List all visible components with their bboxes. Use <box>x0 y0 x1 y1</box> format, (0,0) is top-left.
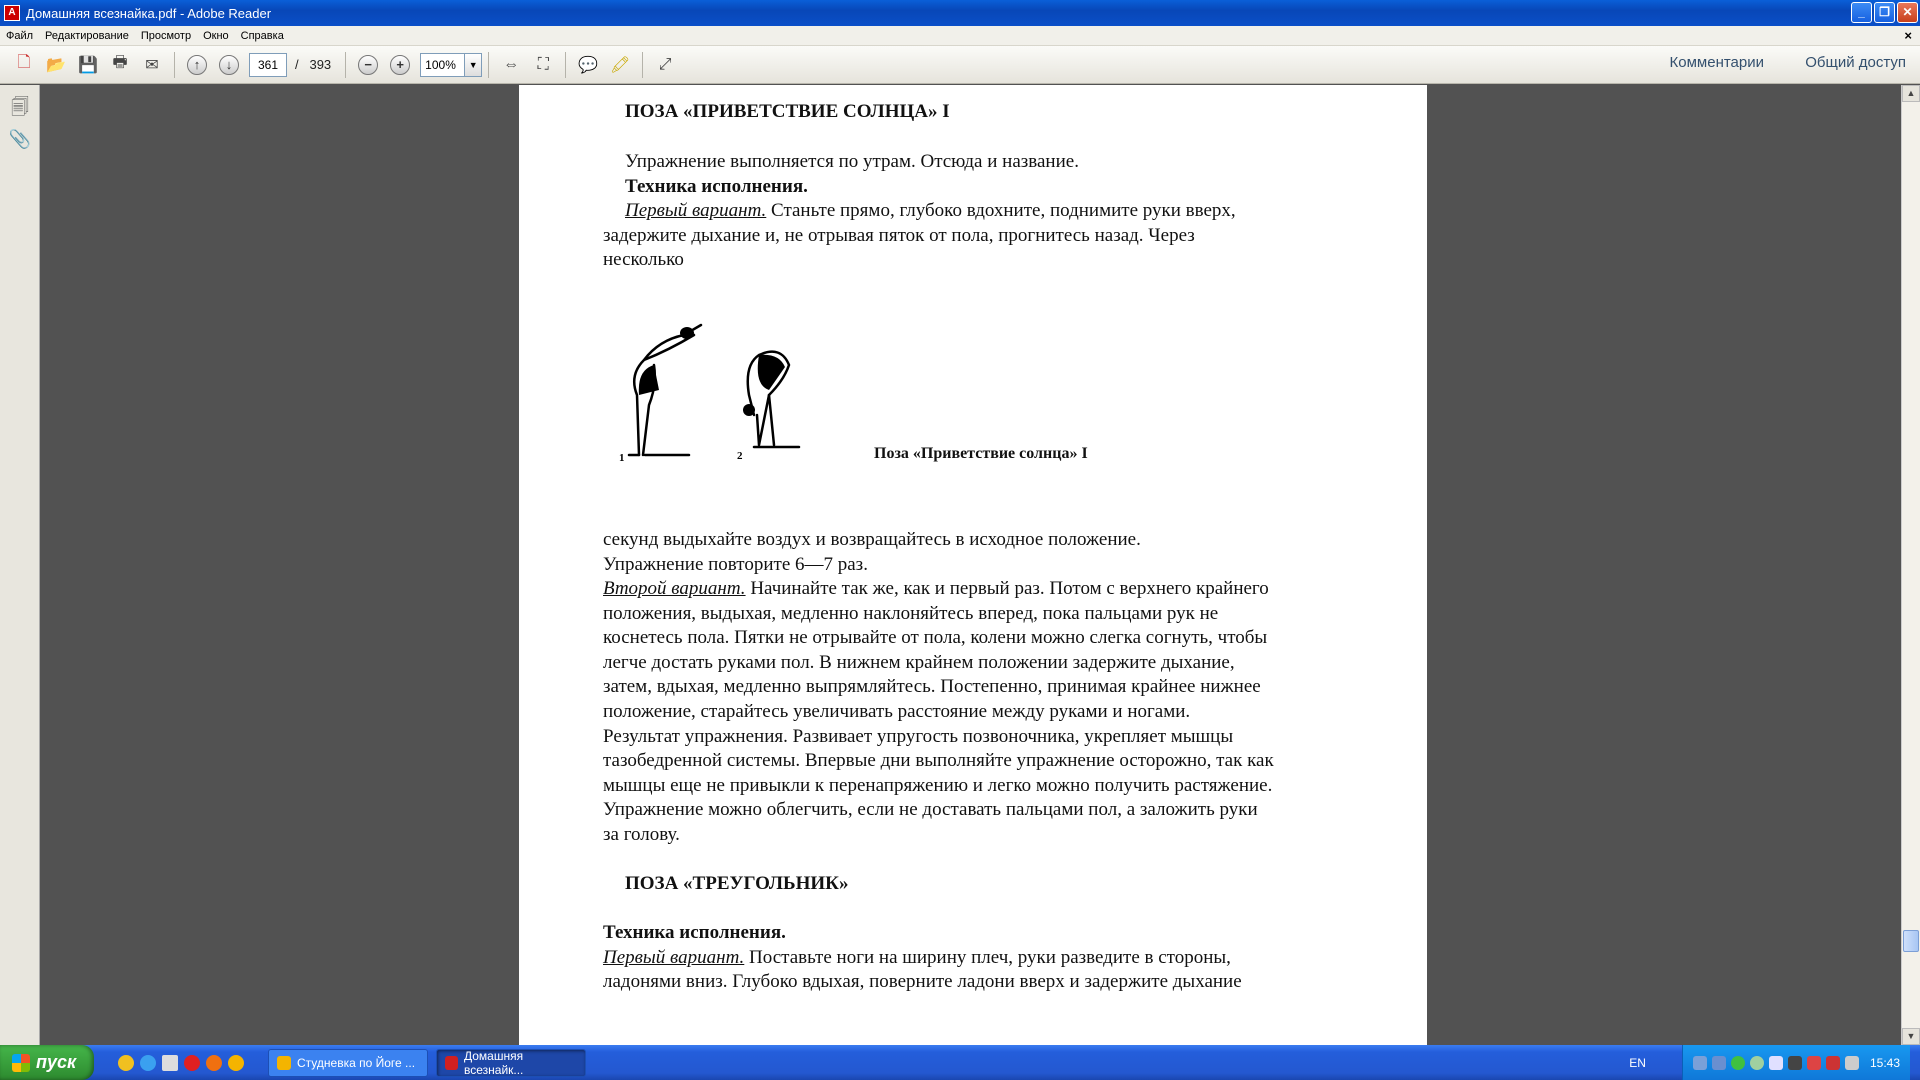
safely-remove-icon[interactable] <box>1845 1056 1859 1070</box>
paragraph-line: ладонями вниз. Глубоко вдыхая, поверните ладони вверх и задержите дыхание <box>603 971 1242 992</box>
quicklaunch-icon[interactable] <box>118 1055 134 1071</box>
share-link[interactable]: Общий доступ <box>1805 54 1906 71</box>
email-icon[interactable]: ✉ <box>145 56 159 74</box>
navigation-panel <box>0 85 40 1045</box>
highlight-icon[interactable]: 🖍 <box>610 56 631 74</box>
arrow-down-icon: ↓ <box>219 55 239 75</box>
window-title: Домашняя всезнайка.pdf - Adobe Reader <box>26 5 272 21</box>
page-total <box>295 57 331 72</box>
fit-width-icon[interactable]: ⇔ <box>503 55 520 73</box>
toolbar-separator <box>488 52 489 78</box>
network-icon[interactable] <box>1712 1056 1726 1070</box>
paragraph-line: затем, вдыхая, медленно выпрямляйтесь. Постепенно, принимая крайнее нижнее <box>603 676 1261 697</box>
menu-file[interactable]: Файл <box>6 29 34 42</box>
paragraph-line: секунд выдыхайте воздух и возвращайтесь в исходное положение. <box>603 529 1141 550</box>
toolbar-separator <box>642 52 643 78</box>
plus-icon: + <box>390 55 410 75</box>
section-heading: ПОЗА «ПРИВЕТСТВИЕ СОЛНЦА» I <box>625 101 950 122</box>
system-tray <box>1500 1045 1920 1080</box>
figure-number: 1 <box>619 452 625 464</box>
maximize-button[interactable]: ❐ <box>1874 2 1895 23</box>
previous-page-button[interactable] <box>184 52 210 78</box>
pages-icon[interactable]: 🗐 <box>11 97 29 117</box>
paragraph-line: тазобедренной системы. Впервые дни выполняйте упражнение осторожно, так как <box>603 750 1274 771</box>
menu-view[interactable]: Просмотр <box>140 29 192 42</box>
clock[interactable]: 15:43 <box>1869 1055 1900 1070</box>
opera-icon[interactable] <box>184 1055 200 1071</box>
paragraph-line: легче достать руками пол. В нижнем крайнем положении задержите дыхание, <box>603 652 1235 673</box>
start-button[interactable] <box>0 1045 94 1080</box>
fit-page-icon[interactable]: ⛶ <box>537 55 549 73</box>
torso-1 <box>639 365 659 395</box>
paragraph-line: Упражнение выполняется по утрам. Отсюда и название. <box>625 151 1079 172</box>
paragraph-line: несколько <box>603 249 684 270</box>
language-indicator[interactable]: EN <box>1629 1055 1646 1070</box>
open-icon[interactable]: 📂 <box>46 56 66 74</box>
paragraph-line: задержите дыхание и, не отрывая пяток от пола, прогнитесь назад. Через <box>603 225 1195 246</box>
vertical-scrollbar[interactable] <box>1901 85 1920 1045</box>
pdf-page <box>519 85 1427 1045</box>
arrow-up-icon: ↑ <box>187 55 207 75</box>
pdf-icon: A <box>4 5 20 21</box>
quick-launch <box>118 1055 244 1071</box>
taskbar <box>0 1045 1920 1080</box>
scroll-up-icon[interactable]: ▲ <box>1902 85 1920 102</box>
figure-number: 2 <box>737 450 743 462</box>
paragraph-line: за голову. <box>603 824 680 845</box>
page-number-input[interactable]: 361 <box>249 53 287 77</box>
scroll-down-icon[interactable]: ▼ <box>1902 1028 1920 1045</box>
subheading: Техника исполнения. <box>625 176 808 197</box>
print-icon[interactable]: 🖶 <box>112 54 128 71</box>
menu-window[interactable]: Окно <box>203 29 229 42</box>
paragraph-line <box>603 947 1231 969</box>
pose-figure-image <box>609 295 839 465</box>
paragraph-line: коснетесь пола. Пятки не отрывайте от пола, колени можно слегка согнуть, чтобы <box>603 627 1268 648</box>
save-icon[interactable]: 💾 <box>78 56 98 74</box>
page-separator: / <box>295 57 299 72</box>
task-label: Домашняя всезнайк... <box>463 1048 524 1077</box>
toolbar-separator <box>174 52 175 78</box>
app-tray-icon[interactable] <box>1826 1056 1840 1070</box>
paragraph-line: Упражнение можно облегчить, если не доставать пальцами пол, а заложить руки <box>603 799 1258 820</box>
scroll-thumb[interactable] <box>1903 930 1919 952</box>
ie-icon[interactable] <box>140 1055 156 1071</box>
chevron-down-icon[interactable]: ▼ <box>464 53 482 77</box>
variant-label: Второй вариант. <box>603 578 746 599</box>
zoom-out-button[interactable] <box>355 52 381 78</box>
minus-icon: − <box>358 55 378 75</box>
close-document-icon[interactable]: × <box>1904 28 1912 43</box>
paragraph-line: Результат упражнения. Развивает упругость позвоночника, укрепляет мышцы <box>603 726 1234 747</box>
app-tray-icon[interactable] <box>1731 1056 1745 1070</box>
torso-2 <box>758 355 785 390</box>
next-page-button[interactable] <box>216 52 242 78</box>
network-icon[interactable] <box>1693 1056 1707 1070</box>
close-button[interactable]: ✕ <box>1897 2 1918 23</box>
head-1 <box>680 327 694 339</box>
comment-icon[interactable]: 💬 <box>578 56 599 74</box>
pdf-icon <box>445 1056 458 1070</box>
firefox-icon[interactable] <box>206 1055 222 1071</box>
subheading: Техника исполнения. <box>603 922 786 943</box>
menu-bar <box>0 26 1920 46</box>
windows-logo-icon <box>12 1054 30 1072</box>
taskbar-item-chrome[interactable] <box>268 1049 428 1077</box>
chrome-icon <box>277 1056 291 1070</box>
attachments-icon[interactable]: 📎 <box>8 129 32 149</box>
toolbar-separator <box>565 52 566 78</box>
yoga-pose-illustration <box>609 295 839 470</box>
taskbar-item-reader[interactable] <box>436 1049 586 1077</box>
task-label: Студневка по Йоге ... <box>297 1055 416 1070</box>
zoom-value[interactable]: 100% <box>420 53 464 77</box>
paragraph-line <box>603 578 1269 600</box>
variant-text: Начинайте так же, как и первый раз. Потом с верхнего крайнего <box>745 578 1269 599</box>
zoom-select[interactable] <box>420 53 482 77</box>
paragraph-line: Упражнение повторите 6—7 раз. <box>603 554 868 575</box>
expand-icon[interactable]: ⤢ <box>658 55 672 73</box>
toolbar <box>0 46 1920 84</box>
comments-link[interactable]: Комментарии <box>1669 54 1764 71</box>
menu-edit[interactable]: Редактирование <box>45 29 129 42</box>
paragraph-line: положение, старайтесь увеличивать расстояние между руками и ногами. <box>603 701 1191 722</box>
zoom-in-button[interactable] <box>387 52 413 78</box>
variant-label: Первый вариант. <box>625 200 767 221</box>
menu-help[interactable]: Справка <box>240 29 284 42</box>
chrome-icon[interactable] <box>228 1055 244 1071</box>
head-2 <box>743 404 755 416</box>
page-total-value: 393 <box>309 57 332 72</box>
variant-text: Станьте прямо, глубоко вдохните, поднимите руки вверх, <box>766 200 1236 221</box>
paragraph-line: мышцы еще не привыкли к перенапряжению и легко можно получить растяжение. <box>603 775 1273 796</box>
tray-icons <box>1682 1045 1910 1080</box>
flag-icon[interactable] <box>1807 1056 1821 1070</box>
volume-icon[interactable] <box>1788 1056 1802 1070</box>
minimize-button[interactable]: _ <box>1851 2 1872 23</box>
paragraph-line: положения, выдыхая, медленно наклоняйтесь вперед, пока пальцами рук не <box>603 603 1219 624</box>
app-tray-icon[interactable] <box>1769 1056 1783 1070</box>
figure-caption: Поза «Приветствие солнца» I <box>874 445 1088 462</box>
document-view[interactable] <box>41 85 1901 1045</box>
variant-text: Поставьте ноги на ширину плеч, руки разведите в стороны, <box>744 947 1231 968</box>
paragraph-line <box>625 200 1236 222</box>
create-pdf-icon[interactable]: 🗋 <box>17 54 31 71</box>
toolbar-separator <box>345 52 346 78</box>
variant-label: Первый вариант. <box>603 947 745 968</box>
section-heading: ПОЗА «ТРЕУГОЛЬНИК» <box>625 873 849 894</box>
title-bar[interactable] <box>0 0 1920 26</box>
app-tray-icon[interactable] <box>1750 1056 1764 1070</box>
show-desktop-icon[interactable] <box>162 1055 178 1071</box>
start-label: пуск <box>36 1052 77 1072</box>
